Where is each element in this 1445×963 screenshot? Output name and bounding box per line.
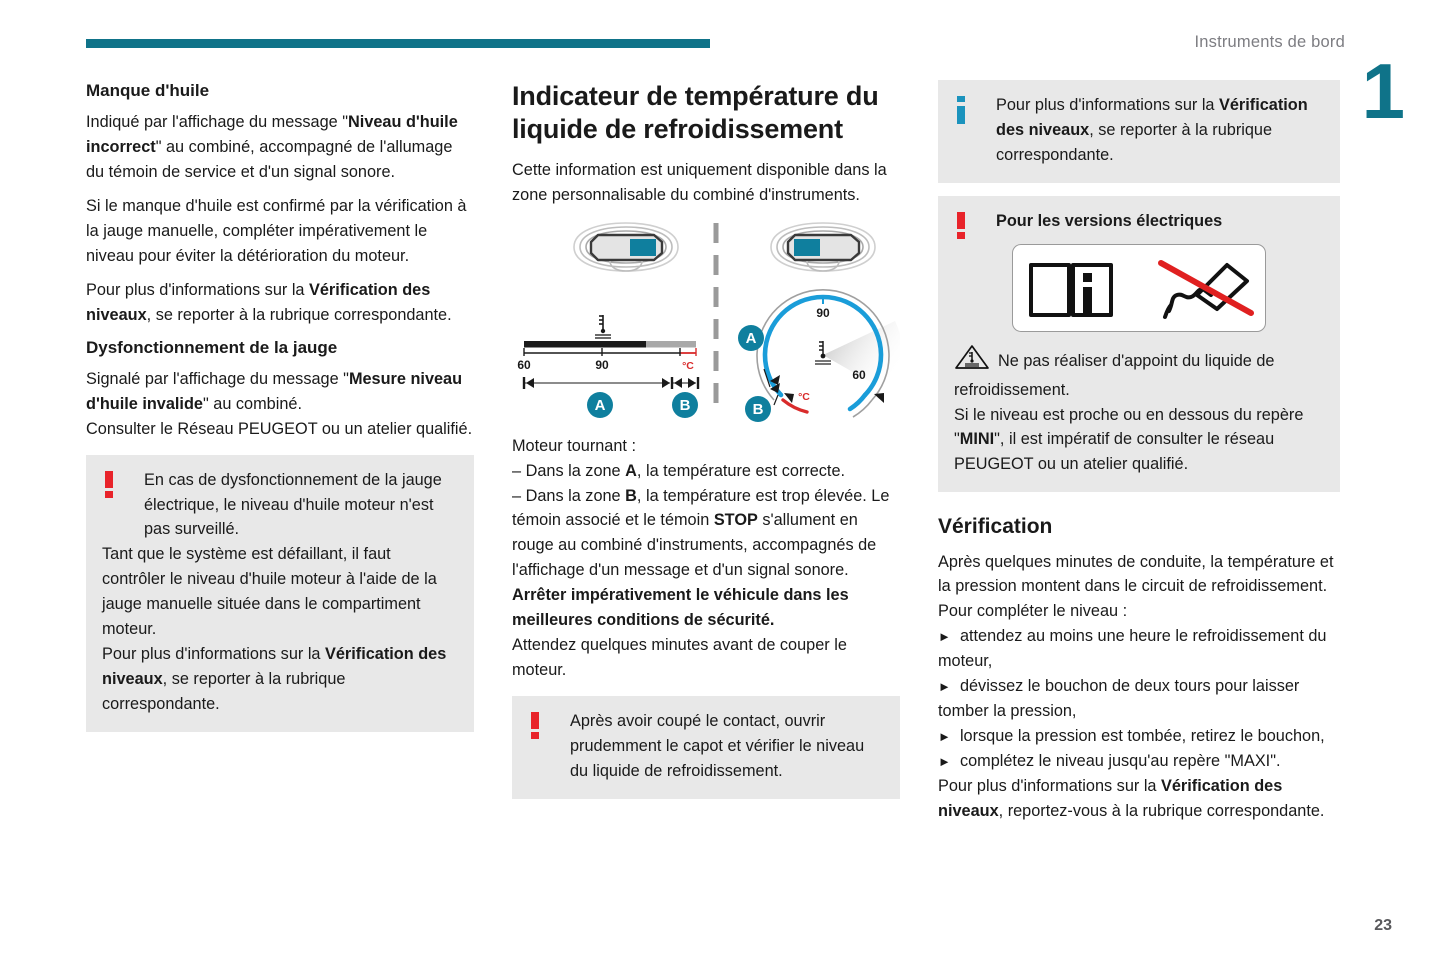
paragraph-intro-customisable-zone: Cette information est uniquement disponible dans la zone personnalisable du combiné d'instruments. [512,160,887,204]
paragraph-oil-level-message [86,110,474,185]
text-run: Si le niveau est proche ou en dessous du repère " [954,405,1304,449]
note-line-2: Tant que le système est défaillant, il faut contrôler le niveau d'huile moteur à l'aide de la jauge manuelle située dans le compartiment moteur. [102,545,437,639]
text-bold-verification-niveaux: Vérification des niveaux [86,280,431,324]
text-bold-stop-vehicle: Arrêter impérativement le véhicule dans les meilleures conditions de sécurité. [512,586,849,630]
triangle-bullet-icon: ► [938,679,951,695]
text-bold-verification-niveaux: Vérification des niveaux [996,96,1308,139]
svg-text:°C: °C [798,390,810,403]
page-title: Indicateur de température du liquide de refroidissement [512,81,879,144]
svg-text:A: A [594,396,606,414]
svg-text:B: B [752,400,764,418]
paragraph-oil-confirm: Si le manque d'huile est confirmé par la vérification à la jauge manuelle, compléter impérativement le niveau pour éviter la détérioration du moteur. [86,197,467,265]
text-bold-niveau-huile-incorrect: Niveau d'huile incorrect [86,113,458,157]
header-accent-rule [86,39,710,48]
note-line-1: En cas de dysfonctionnement de la jauge électrique, le niveau d'huile moteur n'est pas surveillé. [144,470,442,539]
text-run: s'allument en rouge au combiné d'instruments, accompagnés de l'affichage d'un message et d'un signal sonore. [512,511,877,580]
note-text: Après avoir coupé le contact, ouvrir prudemment le capot et vérifier le niveau du liquide de refroidissement. [570,711,865,780]
text-bold-verification-niveaux: Vérification des niveaux [102,645,447,689]
note-line-3 [102,642,458,717]
text-run: lorsque la pression est tombée, retirez le bouchon, [959,727,1325,745]
paragraph-after-driving: Après quelques minutes de conduite, la température et la pression montent dans le circuit de refroidissement. [938,552,1334,596]
page-header-title: Instruments de bord [1194,33,1345,51]
paragraph-gauge-fault-message [86,367,474,417]
text-bold-zone-a: A [625,461,637,480]
svg-text:A: A [745,329,757,347]
warning-note-gauge-fault [86,455,474,732]
text-run: Pour plus d'informations sur la [996,96,1220,114]
text-run: dévissez le bouchon de deux tours pour laisser tomber la pression, [938,677,1300,721]
warning-note-electric-versions [938,196,1340,493]
svg-text:60: 60 [517,357,531,372]
svg-text:90: 90 [595,357,609,372]
text-run: Pour plus d'informations sur la [102,645,326,664]
step-4 [938,749,1340,774]
text-run: , se reporter à la rubrique correspondante. [146,305,452,324]
text-bold-stop: STOP [713,511,758,530]
text-run: " au combiné, accompagné de l'allumage du témoin de service et d'un signal sonore. [86,138,453,182]
electric-note-line-2 [954,403,1324,478]
info-note-text [954,93,1324,168]
text-bold-verification-niveaux: Vérification des niveaux [938,776,1283,820]
electric-note-line-1 [954,344,1324,403]
paragraph-more-info-1 [86,278,474,328]
text-run: Pour plus d'informations sur la [86,280,310,299]
paragraph-consult-network: Consulter le Réseau PEUGEOT ou un atelier qualifié. [86,419,473,438]
text-run: , reportez-vous à la rubrique correspondante. [998,801,1325,820]
text-run: ", il est impératif de consulter le réseau PEUGEOT ou un atelier qualifié. [954,430,1275,474]
text-run: complétez le niveau jusqu'au repère "MAXI". [959,751,1281,770]
read-manual-do-not-top-up-icon [1012,244,1266,332]
text-bold-zone-b: B [625,486,637,505]
text-run: , la température est correcte. [636,461,846,480]
info-note-level-check [938,80,1340,183]
svg-text:90: 90 [816,305,830,320]
text-run: – Dans la zone [512,486,626,505]
text-run: Indiqué par l'affichage du message " [86,113,349,132]
step-2 [938,674,1340,724]
heading-verification: Vérification [938,515,1053,539]
warning-exclamation-icon [957,212,965,239]
page-columns [86,80,1358,833]
paragraph-stop-vehicle [512,583,900,633]
step-3 [938,724,1340,749]
triangle-bullet-icon: ► [938,729,951,744]
text-run: " au combiné. [202,394,302,413]
column-three [938,80,1340,833]
page-number: 23 [1374,917,1392,934]
text-bold-mesure-invalide: Mesure niveau d'huile invalide [86,369,463,413]
triangle-bullet-icon: ► [938,629,951,645]
text-run: Signalé par l'affichage du message " [86,369,349,388]
warning-exclamation-icon [531,712,539,739]
bullet-zone-b [512,484,900,584]
bullet-zone-a [512,459,900,484]
paragraph-engine-running: Moteur tournant : [512,436,636,455]
step-1 [938,624,1340,674]
svg-text:°C: °C [682,359,694,372]
warning-note-open-bonnet [512,696,900,799]
column-two [512,80,900,833]
heading-dysfonctionnement-jauge: Dysfonctionnement de la jauge [86,337,338,357]
warning-exclamation-icon [105,471,113,498]
paragraph-wait-before-cutting: Attendez quelques minutes avant de couper le moteur. [512,636,847,680]
svg-text:60: 60 [852,367,866,382]
text-run: , se reporter à la rubrique correspondante. [996,120,1273,164]
text-run: – Dans la zone [512,461,626,480]
coolant-temperature-gauge-figure [512,217,900,422]
column-one [86,80,474,833]
paragraph-more-info-3 [938,774,1340,824]
heading-manque-dhuile: Manque d'huile [86,81,210,100]
information-icon [957,96,965,124]
text-run: , se reporter à la rubrique correspondante. [102,670,346,713]
text-bold-mini: MINI [959,430,995,449]
text-run: attendez au moins une heure le refroidissement du moteur, [938,627,1327,671]
text-run: Pour plus d'informations sur la [938,776,1162,795]
paragraph-to-top-up: Pour compléter le niveau : [938,602,1128,621]
text-run: , la température est trop élevée. Le témoin associé et le témoin [512,486,890,530]
triangle-bullet-icon: ► [938,753,951,769]
pictogram-wrapper [954,244,1324,332]
text-run: Ne pas réaliser d'appoint du liquide de refroidissement. [954,351,1275,399]
coolant-warning-triangle-icon [954,344,990,378]
electric-note-title: Pour les versions électriques [996,211,1223,230]
svg-text:B: B [679,396,691,414]
chapter-number: 1 [1361,47,1403,135]
